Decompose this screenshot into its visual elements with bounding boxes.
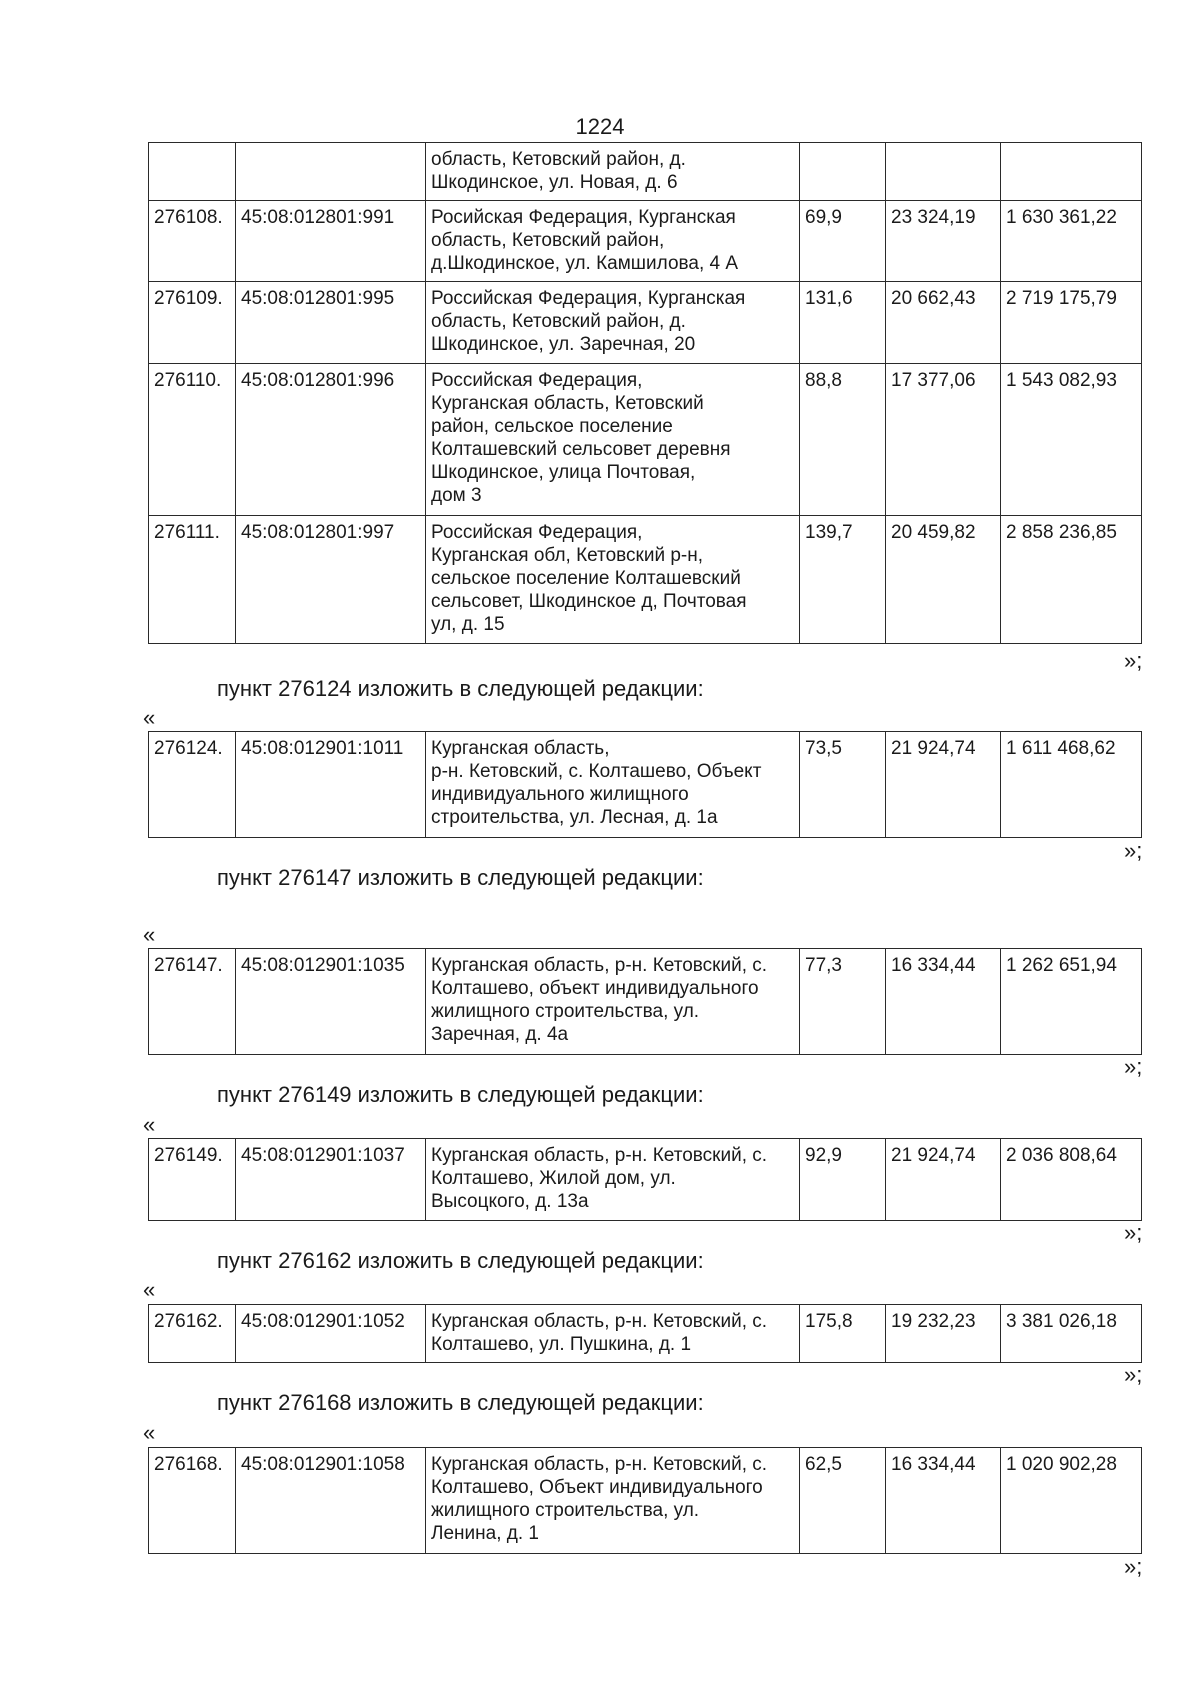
area-cell: 73,5 <box>800 732 886 838</box>
table-row <box>149 1305 1142 1363</box>
price-per-unit-cell: 16 334,44 <box>886 1448 1001 1554</box>
area-cell <box>800 143 886 201</box>
cadastral-number-cell: 45:08:012801:995 <box>236 282 426 364</box>
price-per-unit-cell: 20 662,43 <box>886 282 1001 364</box>
address-cell: Росийская Федерация, Курганская область, Кетовский район, д.Шкодинское, ул. Камшилова, 4 А <box>426 201 800 282</box>
amendment-instruction: пункт 276162 изложить в следующей редакции: <box>217 1248 704 1273</box>
row-number-cell: 276111. <box>149 516 236 644</box>
address-cell: Российская Федерация, Курганская область, Кетовский район, д. Шкодинское, ул. Заречная, 20 <box>426 282 800 364</box>
row-number-cell: 276147. <box>149 949 236 1055</box>
cadastral-number-cell: 45:08:012901:1037 <box>236 1139 426 1221</box>
cadastral-number-cell: 45:08:012801:991 <box>236 201 426 282</box>
total-value-cell <box>1001 143 1142 201</box>
closing-quote: »; <box>1124 1362 1143 1387</box>
closing-quote: »; <box>1124 838 1143 863</box>
price-per-unit-cell: 17 377,06 <box>886 364 1001 516</box>
row-number-cell: 276162. <box>149 1305 236 1363</box>
address-cell: Российская Федерация, Курганская обл, Кетовский р-н, сельское поселение Колташевский сельсовет, Шкодинское д, Почтовая ул, д. 15 <box>426 516 800 644</box>
row-number-cell <box>149 143 236 201</box>
opening-quote: « <box>143 1420 156 1445</box>
closing-quote: »; <box>1124 1054 1143 1079</box>
table-row <box>149 516 1142 644</box>
row-number-cell: 276149. <box>149 1139 236 1221</box>
total-value-cell: 1 020 902,28 <box>1001 1448 1142 1554</box>
table-row <box>149 364 1142 516</box>
register-table-0 <box>148 142 1142 644</box>
total-value-cell: 2 858 236,85 <box>1001 516 1142 644</box>
cadastral-number-cell: 45:08:012901:1058 <box>236 1448 426 1554</box>
price-per-unit-cell: 19 232,23 <box>886 1305 1001 1363</box>
opening-quote: « <box>143 922 156 947</box>
amendment-instruction: пункт 276149 изложить в следующей редакции: <box>217 1082 704 1107</box>
cadastral-number-cell: 45:08:012801:997 <box>236 516 426 644</box>
total-value-cell: 1 543 082,93 <box>1001 364 1142 516</box>
area-cell: 175,8 <box>800 1305 886 1363</box>
register-table-2 <box>148 948 1142 1055</box>
area-cell: 77,3 <box>800 949 886 1055</box>
opening-quote: « <box>143 1112 156 1137</box>
address-cell: Курганская область, р-н. Кетовский, с. Колташево, объект индивидуального жилищного строительства, ул. Заречная, д. 4а <box>426 949 800 1055</box>
area-cell: 69,9 <box>800 201 886 282</box>
price-per-unit-cell: 21 924,74 <box>886 732 1001 838</box>
address-cell: область, Кетовский район, д. Шкодинское, ул. Новая, д. 6 <box>426 143 800 201</box>
area-cell: 139,7 <box>800 516 886 644</box>
row-number-cell: 276124. <box>149 732 236 838</box>
row-number-cell: 276108. <box>149 201 236 282</box>
cadastral-number-cell: 45:08:012801:996 <box>236 364 426 516</box>
amendment-instruction: пункт 276147 изложить в следующей редакции: <box>217 865 704 890</box>
row-number-cell: 276110. <box>149 364 236 516</box>
address-cell: Курганская область, р-н. Кетовский, с. Колташево, Жилой дом, ул. Высоцкого, д. 13а <box>426 1139 800 1221</box>
table-row <box>149 732 1142 838</box>
total-value-cell: 2 719 175,79 <box>1001 282 1142 364</box>
closing-quote: »; <box>1124 648 1143 673</box>
area-cell: 62,5 <box>800 1448 886 1554</box>
price-per-unit-cell: 23 324,19 <box>886 201 1001 282</box>
area-cell: 92,9 <box>800 1139 886 1221</box>
closing-quote: »; <box>1124 1554 1143 1579</box>
price-per-unit-cell: 21 924,74 <box>886 1139 1001 1221</box>
total-value-cell: 3 381 026,18 <box>1001 1305 1142 1363</box>
table-row <box>149 1448 1142 1554</box>
cadastral-number-cell: 45:08:012901:1035 <box>236 949 426 1055</box>
total-value-cell: 1 630 361,22 <box>1001 201 1142 282</box>
row-number-cell: 276109. <box>149 282 236 364</box>
cadastral-number-cell: 45:08:012901:1011 <box>236 732 426 838</box>
address-cell: Курганская область, р-н. Кетовский, с. Колташево, Объект индивидуального жилищного строительства, ул. Ленина, д. 1 <box>426 1448 800 1554</box>
page-number: 1224 <box>575 114 625 139</box>
amendment-instruction: пункт 276168 изложить в следующей редакции: <box>217 1390 704 1415</box>
total-value-cell: 1 611 468,62 <box>1001 732 1142 838</box>
register-table-5 <box>148 1447 1142 1554</box>
cadastral-number-cell: 45:08:012901:1052 <box>236 1305 426 1363</box>
register-table-1 <box>148 731 1142 838</box>
total-value-cell: 1 262 651,94 <box>1001 949 1142 1055</box>
opening-quote: « <box>143 1277 156 1302</box>
address-cell: Курганская область, р-н. Кетовский, с. Колташево, Объект индивидуального жилищного строительства, ул. Лесная, д. 1а <box>426 732 800 838</box>
address-cell: Курганская область, р-н. Кетовский, с. Колташево, ул. Пушкина, д. 1 <box>426 1305 800 1363</box>
table-row <box>149 143 1142 201</box>
total-value-cell: 2 036 808,64 <box>1001 1139 1142 1221</box>
table-row <box>149 949 1142 1055</box>
opening-quote: « <box>143 705 156 730</box>
area-cell: 88,8 <box>800 364 886 516</box>
table-row <box>149 282 1142 364</box>
address-cell: Российская Федерация, Курганская область, Кетовский район, сельское поселение Колташевский сельсовет деревня Шкодинское, улица Почтовая, дом 3 <box>426 364 800 516</box>
table-row <box>149 1139 1142 1221</box>
price-per-unit-cell: 16 334,44 <box>886 949 1001 1055</box>
register-table-4 <box>148 1304 1142 1363</box>
area-cell: 131,6 <box>800 282 886 364</box>
amendment-instruction: пункт 276124 изложить в следующей редакции: <box>217 676 704 701</box>
register-table-3 <box>148 1138 1142 1221</box>
table-row <box>149 201 1142 282</box>
cadastral-number-cell <box>236 143 426 201</box>
closing-quote: »; <box>1124 1220 1143 1245</box>
price-per-unit-cell <box>886 143 1001 201</box>
row-number-cell: 276168. <box>149 1448 236 1554</box>
price-per-unit-cell: 20 459,82 <box>886 516 1001 644</box>
